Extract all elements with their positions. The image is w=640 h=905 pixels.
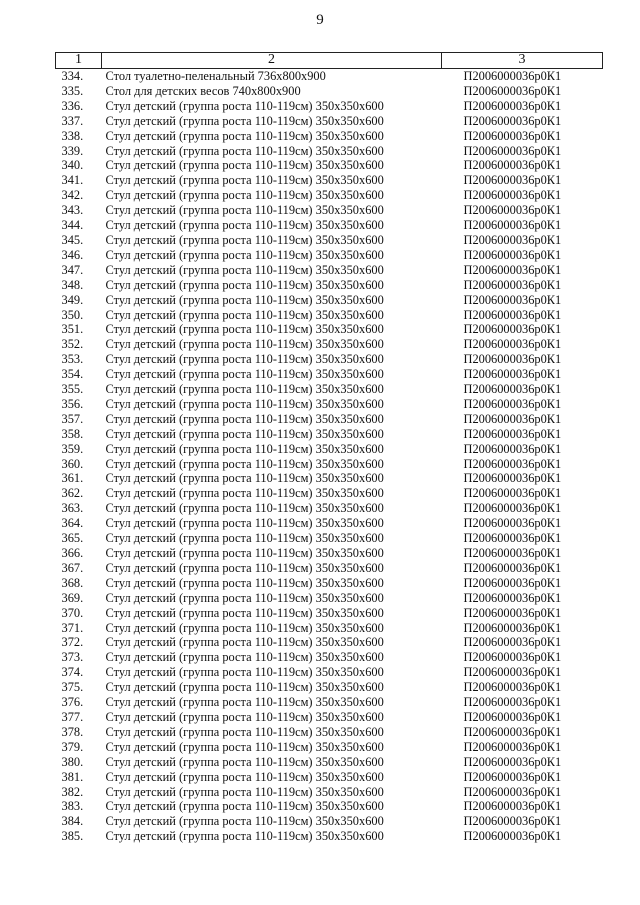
item-name: Стул детский (группа роста 110-119см) 350x350x600 [105,128,384,143]
item-code: П2006000036р0К1 [463,724,562,739]
row-number: 349. [61,292,84,307]
item-name: Стул детский (группа роста 110-119см) 350x350x600 [105,113,384,128]
table-row [56,680,603,695]
table-row [56,457,603,472]
item-code: П2006000036р0К1 [463,546,562,560]
item-code: П2006000036р0К1 [463,560,562,575]
item-code: П2006000036р0К1 [463,605,562,620]
item-name: Стул детский (группа роста 110-119см) 350x350x600 [105,605,384,620]
table-row [56,99,603,114]
item-name: Стул детский (группа роста 110-119см) 350x350x600 [105,829,384,844]
item-name: Стул детский (группа роста 110-119см) 350x350x600 [105,635,384,650]
item-code: П2006000036р0К1 [463,620,562,635]
item-code: П2006000036р0К1 [463,501,562,516]
item-code: П2006000036р0К1 [463,322,562,337]
table-row [56,293,603,308]
table-row [56,710,603,725]
table-row [56,337,603,352]
item-name: Стул детский (группа роста 110-119см) 350x350x600 [105,784,384,799]
item-code: П2006000036р0К1 [463,650,562,665]
table-row [56,471,603,486]
item-name: Стул детский (группа роста 110-119см) 350x350x600 [105,158,384,173]
item-code: П2006000036р0К1 [463,516,562,531]
row-number: 335. [61,83,84,98]
table-row [56,69,603,84]
row-number: 365. [61,531,84,546]
row-number: 337. [61,113,84,128]
row-number: 374. [61,665,84,680]
row-number: 381. [61,769,84,784]
table-row [56,278,603,293]
row-number: 368. [61,575,84,590]
row-number: 385. [61,829,84,844]
item-name: Стул детский (группа роста 110-119см) 350x350x600 [105,307,384,322]
item-code: П2006000036р0К1 [463,292,562,307]
table-row [56,501,603,516]
item-name: Стул детский (группа роста 110-119см) 350x350x600 [105,232,384,247]
row-number: 361. [61,471,84,486]
row-number: 340. [61,158,84,173]
table-row [56,561,603,576]
item-name: Стул детский (группа роста 110-119см) 350x350x600 [105,531,384,546]
item-name: Стул детский (группа роста 110-119см) 350x350x600 [105,560,384,575]
item-name: Стул детский (группа роста 110-119см) 350x350x600 [105,546,384,560]
item-name: Стул детский (группа роста 110-119см) 350x350x600 [105,754,384,769]
row-number: 366. [61,546,84,560]
table-row [56,84,603,99]
row-number: 341. [61,173,84,188]
item-name: Стул детский (группа роста 110-119см) 350x350x600 [105,382,384,397]
item-code: П2006000036р0К1 [463,69,562,83]
row-number: 343. [61,203,84,218]
item-code: П2006000036р0К1 [463,531,562,546]
item-code: П2006000036р0К1 [463,456,562,471]
item-code: П2006000036р0К1 [463,411,562,426]
item-code: П2006000036р0К1 [463,799,562,814]
row-number: 360. [61,456,84,471]
item-code: П2006000036р0К1 [463,307,562,322]
item-name: Стул детский (группа роста 110-119см) 350x350x600 [105,441,384,456]
row-number: 345. [61,232,84,247]
row-number: 362. [61,486,84,501]
item-code: П2006000036р0К1 [463,829,562,844]
item-code: П2006000036р0К1 [463,232,562,247]
row-number: 384. [61,814,84,829]
row-number: 355. [61,382,84,397]
table-row [56,308,603,323]
table-row [56,591,603,606]
table-row [56,218,603,233]
table-row [56,740,603,755]
item-name: Стул детский (группа роста 110-119см) 350x350x600 [105,337,384,352]
item-code: П2006000036р0К1 [463,575,562,590]
item-name: Стул детский (группа роста 110-119см) 350x350x600 [105,501,384,516]
item-code: П2006000036р0К1 [463,665,562,680]
table-row [56,650,603,665]
item-code: П2006000036р0К1 [463,769,562,784]
row-number: 347. [61,262,84,277]
row-number: 363. [61,501,84,516]
row-number: 344. [61,218,84,233]
item-name: Стул детский (группа роста 110-119см) 350x350x600 [105,769,384,784]
item-code: П2006000036р0К1 [463,471,562,486]
item-name: Стул детский (группа роста 110-119см) 350x350x600 [105,456,384,471]
table-row [56,114,603,129]
item-name: Стул детский (группа роста 110-119см) 350x350x600 [105,471,384,486]
table-row [56,576,603,591]
item-name: Стул детский (группа роста 110-119см) 350x350x600 [105,218,384,233]
table-row [56,695,603,710]
row-number: 377. [61,709,84,724]
item-name: Стул детский (группа роста 110-119см) 350x350x600 [105,352,384,367]
row-number: 334. [61,69,84,83]
item-name: Стул детский (группа роста 110-119см) 350x350x600 [105,665,384,680]
row-number: 378. [61,724,84,739]
row-number: 354. [61,367,84,382]
item-name: Стул детский (группа роста 110-119см) 350x350x600 [105,516,384,531]
table-row [56,263,603,278]
table-row [56,770,603,785]
table-row [56,367,603,382]
header-column-number: 1 [56,53,102,69]
inventory-table [55,52,603,844]
row-number: 379. [61,739,84,754]
item-name: Стул детский (группа роста 110-119см) 350x350x600 [105,724,384,739]
item-name: Стул детский (группа роста 110-119см) 350x350x600 [105,277,384,292]
row-number: 370. [61,605,84,620]
table-row [56,397,603,412]
row-number: 352. [61,337,84,352]
row-number: 350. [61,307,84,322]
item-name: Стул детский (группа роста 110-119см) 350x350x600 [105,173,384,188]
item-code: П2006000036р0К1 [463,441,562,456]
item-code: П2006000036р0К1 [463,337,562,352]
item-name: Стул детский (группа роста 110-119см) 350x350x600 [105,247,384,262]
item-code: П2006000036р0К1 [463,590,562,605]
table-row [56,799,603,814]
item-code: П2006000036р0К1 [463,814,562,829]
item-code: П2006000036р0К1 [463,83,562,98]
table-row [56,785,603,800]
item-code: П2006000036р0К1 [463,426,562,441]
table-row [56,382,603,397]
item-code: П2006000036р0К1 [463,680,562,695]
item-code: П2006000036р0К1 [463,739,562,754]
header-column-code: 3 [442,53,603,69]
row-number: 342. [61,188,84,203]
item-code: П2006000036р0К1 [463,158,562,173]
table-row [56,546,603,561]
row-number: 353. [61,352,84,367]
table-row [56,352,603,367]
header-column-name: 2 [102,53,442,69]
table-row [56,412,603,427]
table-row [56,829,603,844]
row-number: 369. [61,590,84,605]
item-name: Стул детский (группа роста 110-119см) 350x350x600 [105,680,384,695]
item-code: П2006000036р0К1 [463,382,562,397]
row-number: 380. [61,754,84,769]
table-row [56,621,603,636]
row-number: 373. [61,650,84,665]
table-row [56,173,603,188]
item-name: Стул детский (группа роста 110-119см) 350x350x600 [105,709,384,724]
item-code: П2006000036р0К1 [463,143,562,158]
item-name: Стул детский (группа роста 110-119см) 350x350x600 [105,739,384,754]
page-number: 9 [316,12,324,28]
table-body [56,69,603,845]
item-code: П2006000036р0К1 [463,188,562,203]
row-number: 351. [61,322,84,337]
table-row [56,158,603,173]
item-code: П2006000036р0К1 [463,352,562,367]
table-row [56,665,603,680]
item-name: Стул детский (группа роста 110-119см) 350x350x600 [105,292,384,307]
row-number: 359. [61,441,84,456]
item-name: Стул детский (группа роста 110-119см) 350x350x600 [105,695,384,710]
item-name: Стул детский (группа роста 110-119см) 350x350x600 [105,814,384,829]
item-name: Стул детский (группа роста 110-119см) 350x350x600 [105,620,384,635]
table-row [56,233,603,248]
table-row [56,486,603,501]
row-number: 376. [61,695,84,710]
item-code: П2006000036р0К1 [463,396,562,411]
item-name: Стул детский (группа роста 110-119см) 350x350x600 [105,396,384,411]
row-number: 356. [61,396,84,411]
table-row [56,814,603,829]
item-code: П2006000036р0К1 [463,262,562,277]
row-number: 375. [61,680,84,695]
row-number: 357. [61,411,84,426]
row-number: 372. [61,635,84,650]
table-row [56,248,603,263]
item-code: П2006000036р0К1 [463,173,562,188]
item-code: П2006000036р0К1 [463,784,562,799]
item-name: Стул детский (группа роста 110-119см) 350x350x600 [105,411,384,426]
item-code: П2006000036р0К1 [463,113,562,128]
table-row [56,427,603,442]
item-name: Стул детский (группа роста 110-119см) 350x350x600 [105,322,384,337]
table-row [56,516,603,531]
item-name: Стул детский (группа роста 110-119см) 350x350x600 [105,426,384,441]
item-name: Стул детский (группа роста 110-119см) 350x350x600 [105,367,384,382]
table-row [56,725,603,740]
item-name: Стул детский (группа роста 110-119см) 350x350x600 [105,188,384,203]
item-code: П2006000036р0К1 [463,709,562,724]
item-name: Стул детский (группа роста 110-119см) 350x350x600 [105,143,384,158]
item-name: Стул детский (группа роста 110-119см) 350x350x600 [105,590,384,605]
table-row [56,144,603,159]
table-row [56,442,603,457]
row-number: 364. [61,516,84,531]
item-code: П2006000036р0К1 [463,98,562,113]
item-code: П2006000036р0К1 [463,635,562,650]
item-name: Стул детский (группа роста 110-119см) 350x350x600 [105,486,384,501]
table-row [56,322,603,337]
table-row [56,129,603,144]
row-number: 371. [61,620,84,635]
item-name: Стол туалетно-пеленальный 736x800x900 [105,69,326,83]
row-number: 339. [61,143,84,158]
row-number: 338. [61,128,84,143]
item-code: П2006000036р0К1 [463,486,562,501]
item-name: Стул детский (группа роста 110-119см) 350x350x600 [105,203,384,218]
table-row [56,203,603,218]
row-number: 336. [61,98,84,113]
item-code: П2006000036р0К1 [463,754,562,769]
item-name: Стул детский (группа роста 110-119см) 350x350x600 [105,98,384,113]
item-name: Стол для детских весов 740x800x900 [105,83,301,98]
item-code: П2006000036р0К1 [463,128,562,143]
row-number: 383. [61,799,84,814]
item-name: Стул детский (группа роста 110-119см) 350x350x600 [105,650,384,665]
table-header-row [56,53,603,69]
item-name: Стул детский (группа роста 110-119см) 350x350x600 [105,575,384,590]
item-code: П2006000036р0К1 [463,695,562,710]
item-code: П2006000036р0К1 [463,367,562,382]
table-row [56,755,603,770]
row-number: 346. [61,247,84,262]
item-name: Стул детский (группа роста 110-119см) 350x350x600 [105,262,384,277]
item-code: П2006000036р0К1 [463,247,562,262]
table-row [56,188,603,203]
table-row [56,606,603,621]
row-number: 348. [61,277,84,292]
item-name: Стул детский (группа роста 110-119см) 350x350x600 [105,799,384,814]
table-row [56,635,603,650]
item-code: П2006000036р0К1 [463,277,562,292]
table-row [56,531,603,546]
item-code: П2006000036р0К1 [463,203,562,218]
row-number: 358. [61,426,84,441]
row-number: 367. [61,560,84,575]
row-number: 382. [61,784,84,799]
item-code: П2006000036р0К1 [463,218,562,233]
